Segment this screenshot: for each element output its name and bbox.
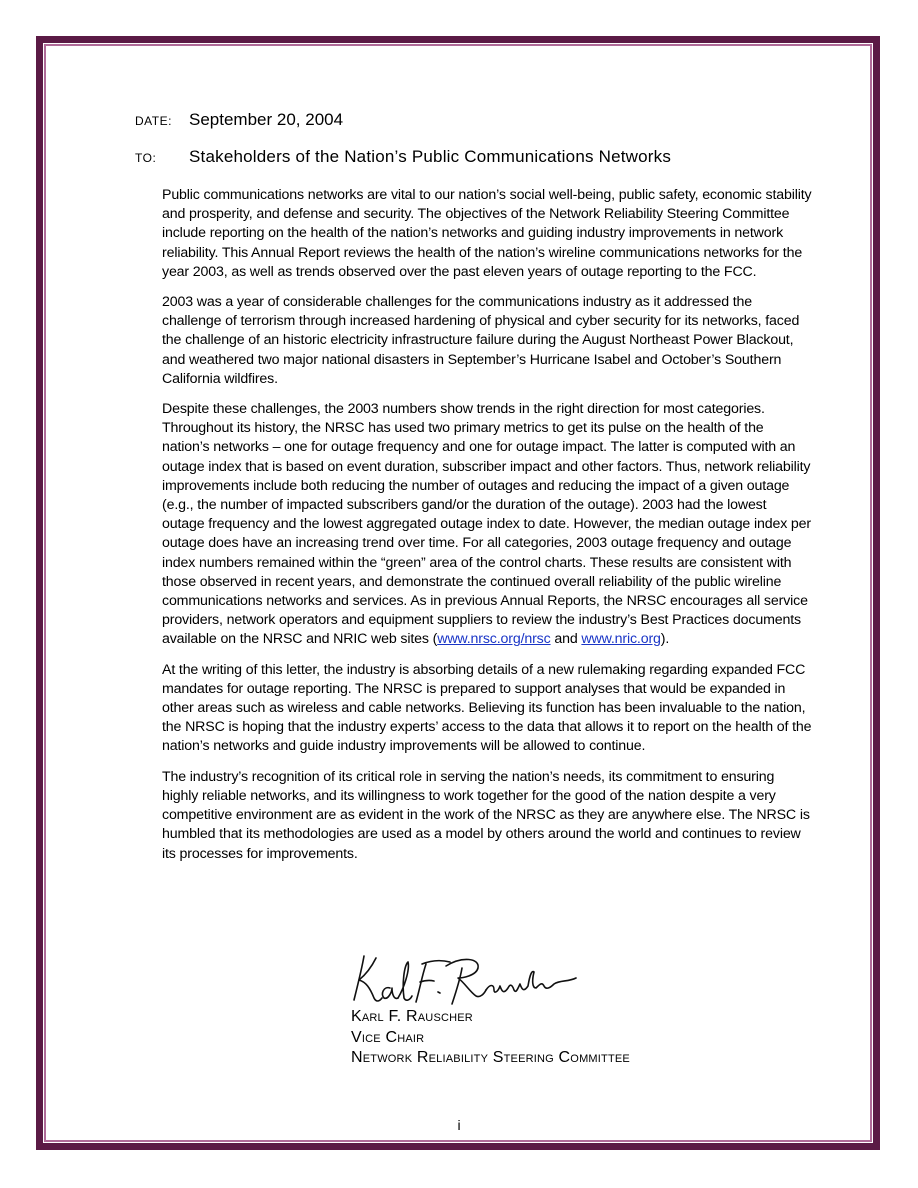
paragraph-3-end: ). <box>660 631 670 648</box>
handwritten-signature <box>350 948 580 1010</box>
signer-organization: Network Reliability Steering Committee <box>351 1049 630 1066</box>
memo-date-row <box>135 110 343 130</box>
paragraph-5: The industry’s recognition of its critical role in serving the nation’s needs, its commitment to ensuring highly reliable networks, and its willingness to work together for the good of the nation despite a very competitive environment are as evident in the work of the NRSC as they are anywhere else. The NRSC is humbled that its methodologies are used as a model by others around the world and continues to review its processes for improvements. <box>162 768 810 862</box>
memo-to-row <box>135 147 671 167</box>
page-number: i <box>457 1117 461 1133</box>
nric-link[interactable]: www.nric.org <box>581 631 661 648</box>
paragraph-3 <box>162 400 812 650</box>
paragraph-4: At the writing of this letter, the industry is absorbing details of a new rulemaking regarding expanded FCC mandates for outage reporting. The NRSC is prepared to support analyses that would be expanded in other areas such as wireless and cable networks. Believing its function has been invaluable to the nation, the NRSC is hoping that the industry experts’ access to the data that allows it to report on the health of the nation’s networks and guide industry improvements will be allowed to continue. <box>162 661 812 755</box>
to-label: TO: <box>135 151 157 165</box>
paragraph-1: Public communications networks are vital to our nation’s social well-being, public safety, economic stability and prosperity, and defense and security. The objectives of the Network Reliability Steering Committee include reporting on the health of the nation’s networks and guiding industry improvements in network reliability. This Annual Report reviews the health of the nation’s wireline communications networks for the year 2003, as well as trends observed over the past eleven years of outage reporting to the FCC. <box>162 187 812 280</box>
signature-block <box>351 1007 630 1069</box>
letter-body <box>162 186 812 875</box>
nrsc-link[interactable]: www.nrsc.org/nrsc <box>437 631 551 648</box>
paragraph-3-text: Despite these challenges, the 2003 numbers show trends in the right direction for most categories. Throughout its history, the NRSC has used two primary metrics to get its pulse on the health of the nation’s networks – one for outage frequency and one for outage impact. The latter is computed with an outage index that is based on event duration, subscriber impact and other factors. Thus, network reliability improvements include both reducing the number of outages and reducing the impact of a given outage (e.g., the number of impacted subscribers gand/or the duration of the outage). 2003 had the lowest outage frequency and the lowest aggregated outage index to date. However, the median outage index per outage does have an increasing trend over time. For all categories, 2003 outage frequency and outage index numbers remained within the “green” area of the control charts. These results are consistent with those observed in recent years, and demonstrate the continued overall reliability of the public wireline communications networks and services. As in previous Annual Reports, the NRSC encourages all service providers, network operators and equipment suppliers to review the industry’s Best Practices documents available on the NRSC and NRIC web sites ( <box>162 401 811 648</box>
date-label: DATE: <box>135 114 172 128</box>
signer-title: Vice Chair <box>351 1028 425 1046</box>
signer-name: Karl F. Rauscher <box>351 1008 473 1025</box>
date-value: September 20, 2004 <box>189 110 344 129</box>
paragraph-3-and: and <box>550 631 582 648</box>
paragraph-2: 2003 was a year of considerable challenges for the communications industry as it addressed the challenge of terrorism through increased hardening of physical and cyber security for its networks, faced the challenge of an historic electricity infrastructure failure during the August Northeast Power Blackout, and weathered two major national disasters in September’s Hurricane Isabel and October’s Southern California wildfires. <box>162 294 800 387</box>
to-value: Stakeholders of the Nation’s Public Communications Networks <box>189 147 672 166</box>
